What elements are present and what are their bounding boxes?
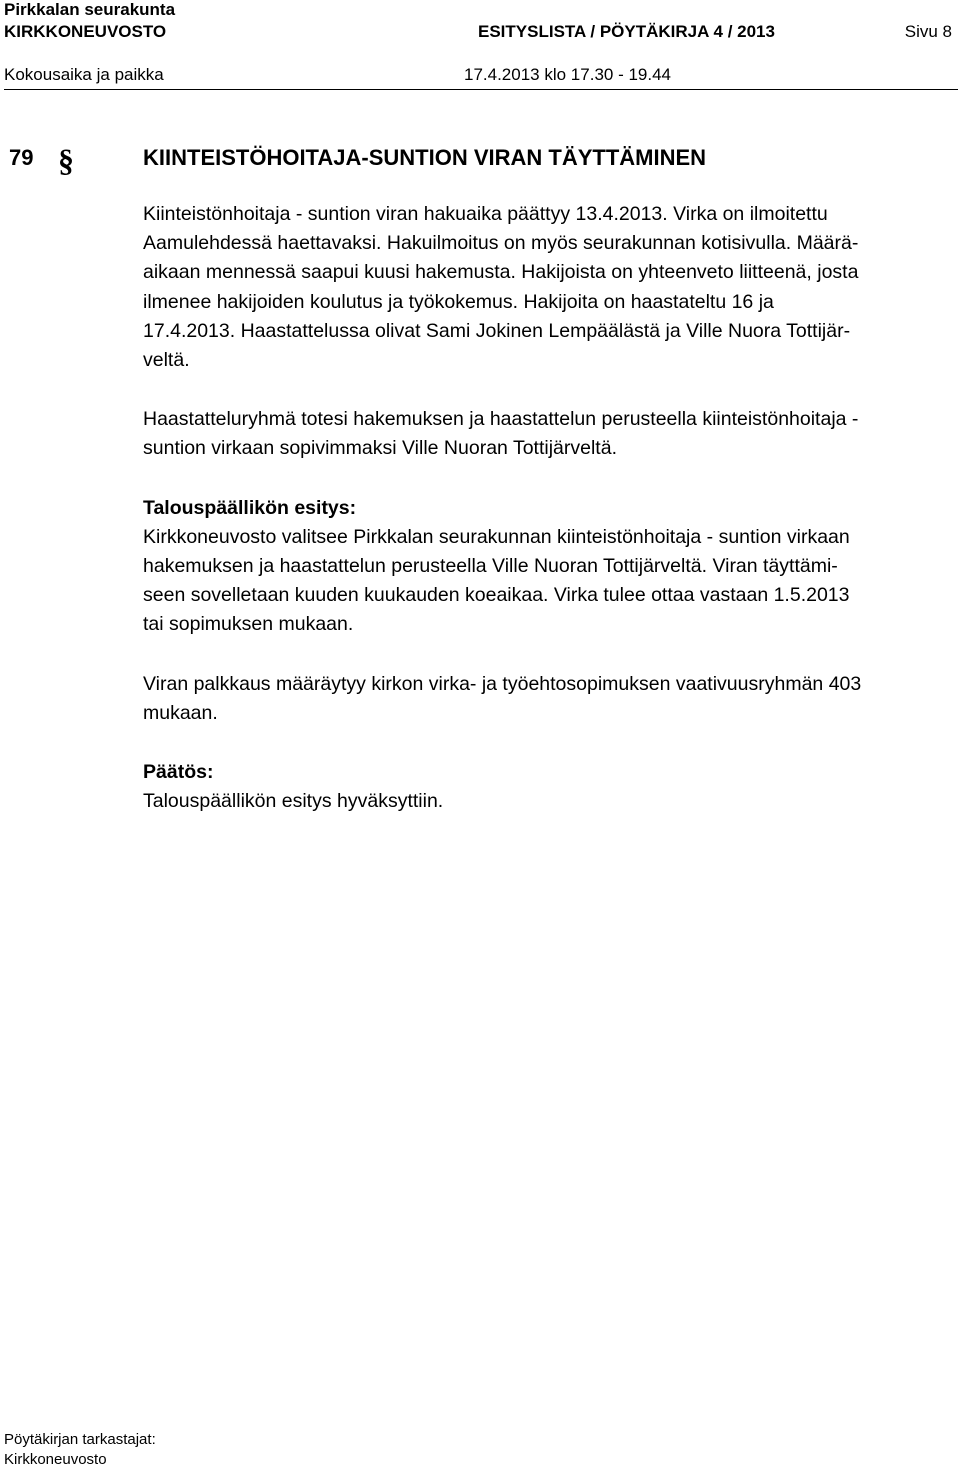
decision-label: Päätös:: [143, 761, 214, 784]
meeting-label: Kokousaika ja paikka: [4, 65, 164, 84]
text-line: hakemuksen ja haastattelun perusteella Ville Nuoran Tottijärveltä. Viran täyttämi-: [143, 555, 838, 578]
document-title: ESITYSLISTA / PÖYTÄKIRJA 4 / 2013: [478, 22, 775, 41]
text-line: Kiinteistönhoitaja - suntion viran hakuaika päättyy 13.4.2013. Virka on ilmoitettu: [143, 203, 828, 225]
footer-reviewers-label: Pöytäkirjan tarkastajat:: [4, 1431, 156, 1448]
proposal-label: Talouspäällikön esitys:: [143, 496, 357, 519]
svg-text:§: §: [58, 143, 74, 178]
text-line: mukaan.: [143, 701, 218, 724]
paragraph-decision: [143, 758, 958, 816]
footer: [4, 1430, 156, 1470]
paragraph-proposal: [143, 494, 958, 640]
paragraph-salary: [143, 670, 958, 728]
text-line: suntion virkaan sopivimmaksi Ville Nuoran Tottijärveltä.: [143, 437, 617, 460]
text-line: veltä.: [143, 349, 190, 372]
organization-name: Pirkkalan seurakunta: [4, 0, 176, 19]
body-name: KIRKKONEUVOSTO: [4, 22, 167, 41]
text-line: seen sovelletaan kuuden kuukauden koeaikaa. Virka tulee ottaa vastaan 1.5.2013: [143, 584, 850, 607]
meeting-value: 17.4.2013 klo 17.30 - 19.44: [464, 65, 671, 84]
decision-text: Talouspäällikön esitys hyväksyttiin.: [143, 790, 444, 813]
paragraph-interview-result: [143, 405, 958, 463]
text-line: Viran palkkaus määräytyy kirkon virka- ja työehtosopimuksen vaativuusryhmän 403: [143, 672, 862, 695]
text-line: Aamulehdessä haettavaksi. Hakuilmoitus on myös seurakunnan kotisivulla. Määrä-: [143, 232, 859, 255]
section-sign-icon: [56, 143, 80, 181]
text-line: ilmenee hakijoiden koulutus ja työkokemus. Hakijoita on haastateltu 16 ja: [143, 290, 774, 313]
meeting-info-row: [4, 64, 958, 90]
text-line: Haastatteluryhmä totesi hakemuksen ja haastattelun perusteella kiinteistönhoitaja -: [143, 408, 859, 431]
text-line: Kirkkoneuvosto valitsee Pirkkalan seurakunnan kiinteistönhoitaja - suntion virkaan: [143, 525, 850, 548]
footer-body-name: Kirkkoneuvosto: [4, 1451, 107, 1468]
section-title: KIINTEISTÖHOITAJA-SUNTION VIRAN TÄYTTÄMINEN: [143, 145, 707, 170]
paragraph-background: [143, 200, 958, 375]
text-line: aikaan mennessä saapui kuusi hakemusta. Hakijoista on yhteenveto liitteenä, josta: [143, 261, 859, 284]
document-content: [143, 200, 958, 816]
text-line: tai sopimuksen mukaan.: [143, 613, 354, 636]
page-number: Sivu 8: [904, 22, 952, 41]
header-row: [4, 21, 954, 43]
section-number: 79: [9, 145, 34, 170]
text-line: 17.4.2013. Haastattelussa olivat Sami Jokinen Lempäälästä ja Ville Nuora Tottijär-: [143, 319, 851, 342]
